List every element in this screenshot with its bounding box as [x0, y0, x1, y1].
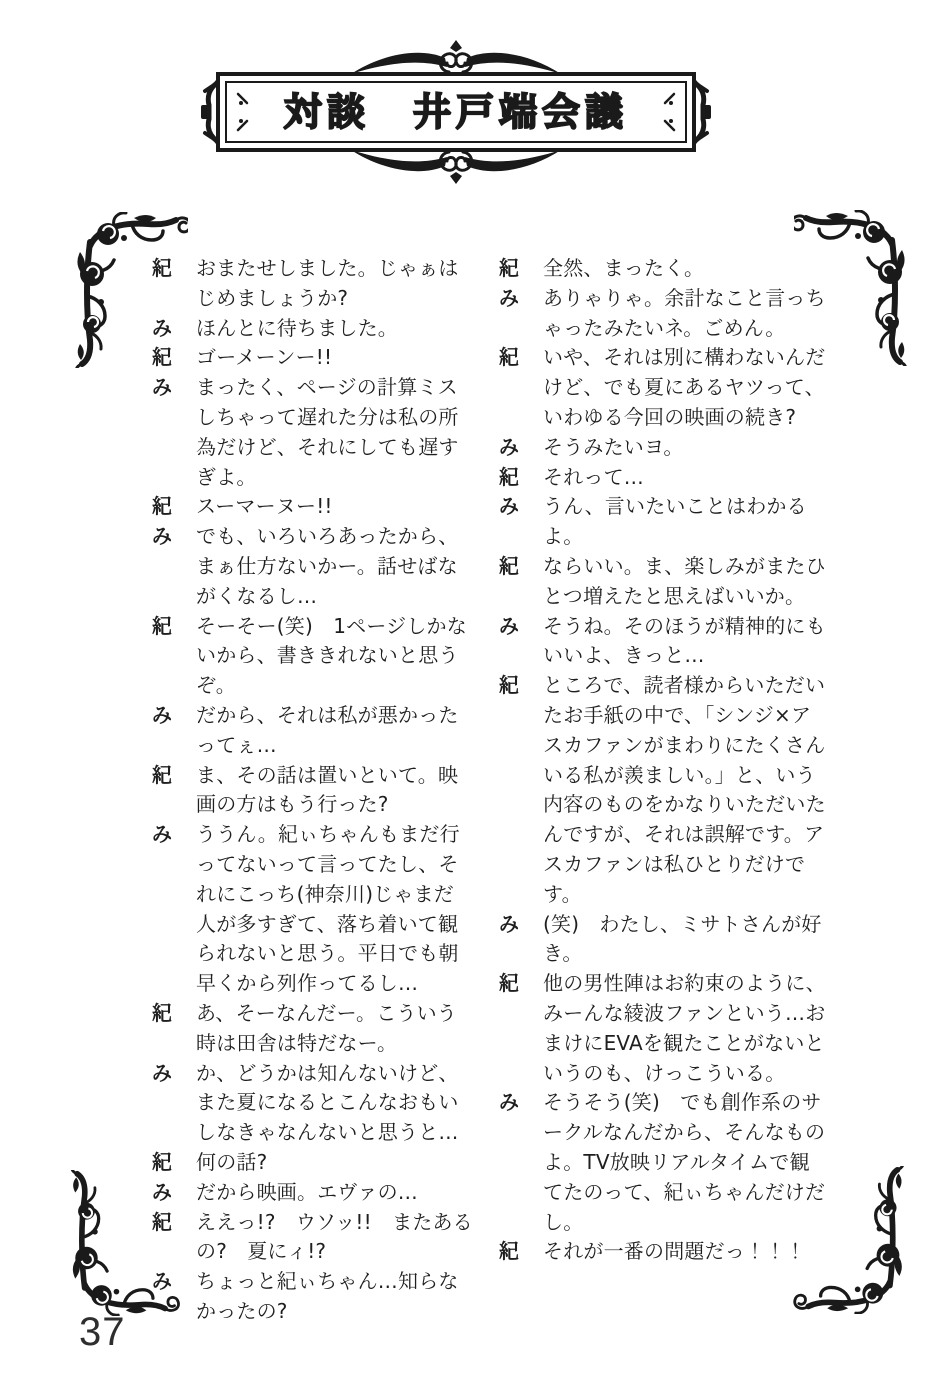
page-title: 対談 井戸端会議	[283, 90, 628, 134]
dialogue-text: ありゃりゃ。余計なこと言っちゃったみたいネ。ごめん。	[543, 285, 826, 340]
dialogue-line	[499, 492, 827, 552]
scroll-crest-ornament	[341, 148, 571, 184]
dialogue-line	[499, 254, 827, 284]
dialogue-line	[499, 671, 827, 909]
dialogue-line	[499, 284, 827, 344]
dialogue-text: うん、言いたいことはわかるよ。	[543, 494, 807, 549]
dialogue-text: ちょっと紀ぃちゃん…知らなかったの?	[196, 1269, 459, 1323]
dialogue-line	[152, 1178, 474, 1208]
dialogue-line	[152, 492, 474, 522]
dialogue-line	[152, 701, 474, 761]
dialogue-line	[152, 522, 474, 611]
dialogue-line	[499, 343, 827, 432]
dialogue-line	[499, 1088, 827, 1237]
dialogue-text: それが一番の問題だっ！！！	[543, 1239, 806, 1264]
speaker-label: み	[152, 524, 172, 549]
speaker-label: み	[499, 613, 519, 638]
speaker-label: 紀	[152, 1149, 172, 1174]
speaker-label: 紀	[152, 256, 172, 280]
speaker-label: み	[152, 1060, 172, 1085]
dialogue-text: ま、その話は置いといて。映画の方はもう行った?	[196, 762, 459, 817]
speaker-label: み	[152, 1269, 172, 1294]
speaker-label: 紀	[499, 345, 519, 370]
dialogue-line	[499, 612, 827, 672]
dialogue-line	[152, 999, 474, 1059]
inner-corner-tick	[661, 91, 677, 107]
dialogue-text: あ、そーなんだー。こういう時は田舎は特だなー。	[196, 1000, 457, 1055]
speaker-label: 紀	[152, 1000, 172, 1025]
dialogue-line	[152, 373, 474, 492]
dialogue-column-right	[499, 254, 827, 1267]
dialogue-line	[152, 1267, 474, 1327]
speaker-label: み	[152, 1179, 172, 1204]
dialogue-line	[152, 1148, 474, 1178]
page-number: 37	[79, 1310, 126, 1354]
dialogue-line	[152, 1208, 474, 1268]
dialogue-text: ううん。紀ぃちゃんもまだ行ってないって言ってたし、それにこっち(神奈川)じゃまだ人が多すぎて、落ち着いて観られないと思う。平日でも朝早くから列作ってるし…	[196, 822, 460, 996]
dialogue-line	[152, 254, 474, 314]
speaker-label: み	[499, 494, 519, 519]
dialogue-line	[499, 969, 827, 1088]
dialogue-text: いや、それは別に構わないんだけど、でも夏にあるヤツって、いわゆる今回の映画の続き?	[543, 345, 826, 429]
dialogue-text: そうそう(笑) でも創作系のサークルなんだから、そんなものよ。TV放映リアルタイムで観てたのって、紀ぃちゃんだけだし。	[543, 1090, 826, 1234]
speaker-label: み	[499, 434, 519, 459]
dialogue-text: スーマーヌー!!	[196, 494, 333, 519]
dialogue-line	[499, 433, 827, 463]
dialogue-text: そうね。そのほうが精神的にもいいよ、きっと…	[543, 613, 826, 668]
dialogue-text: そうみたいヨ。	[543, 434, 684, 459]
speaker-label: 紀	[152, 345, 172, 370]
speaker-label: み	[152, 822, 172, 847]
dialogue-text: ほんとに待ちました。	[196, 315, 398, 340]
dialogue-text: 何の話?	[196, 1149, 268, 1174]
dialogue-line	[499, 552, 827, 612]
speaker-label: 紀	[152, 494, 172, 519]
speaker-label: 紀	[499, 1239, 519, 1264]
dialogue-text: か、どうかは知んないけど、また夏になるとこんなおもいしなきゃなんないと思うと…	[196, 1060, 459, 1145]
speaker-label: み	[499, 1090, 519, 1115]
speaker-label: み	[152, 375, 172, 400]
dialogue-line	[152, 343, 474, 373]
dialogue-line	[499, 1237, 827, 1267]
speaker-label: 紀	[499, 971, 519, 996]
dialogue-text: おまたせしました。じゃぁはじめましょうか?	[196, 256, 459, 310]
dialogue-line	[152, 761, 474, 821]
inner-corner-tick	[235, 91, 251, 107]
title-banner-inner-frame	[225, 81, 687, 143]
dialogue-text: そーそー(笑) 1ページしかないから、書ききれないと思うぞ。	[196, 613, 467, 698]
speaker-label: 紀	[152, 762, 172, 787]
dialogue-text: ゴーメーンー!!	[196, 345, 333, 370]
dialogue-text: それって…	[543, 464, 644, 489]
dialogue-column-left	[152, 254, 474, 1327]
dialogue-text: 他の男性陣はお約束のように、みーんな綾波ファンという…おまけにEVAを観たことがないというのも、けっこういる。	[543, 971, 826, 1085]
speaker-label: 紀	[499, 464, 519, 489]
inner-corner-tick	[235, 117, 251, 133]
speaker-label: 紀	[499, 553, 519, 578]
speaker-label: 紀	[152, 1209, 172, 1234]
dialogue-text: だから、それは私が悪かったってぇ…	[196, 702, 459, 757]
speaker-label: 紀	[152, 613, 172, 638]
dialogue-text: だから映画。エヴァの…	[196, 1179, 418, 1204]
dialogue-text: ならいい。ま、楽しみがまたひとつ増えたと思えばいいか。	[543, 553, 826, 608]
dialogue-text: まったく、ページの計算ミスしちゃって遅れた分は私の所為だけど、それにしても遅すぎよ。	[196, 375, 459, 489]
speaker-label: み	[499, 285, 519, 310]
speaker-label: み	[152, 315, 172, 340]
dialogue-line	[152, 820, 474, 999]
dialogue-line	[152, 612, 474, 701]
scroll-crest-ornament	[341, 40, 571, 76]
inner-corner-tick	[661, 117, 677, 133]
dialogue-line	[152, 314, 474, 344]
dialogue-text: ええっ!? ウソッ!! またあるの? 夏にィ!?	[196, 1209, 473, 1264]
speaker-label: み	[499, 911, 519, 936]
speaker-label: 紀	[499, 673, 519, 698]
title-banner	[216, 72, 696, 152]
dialogue-line	[152, 1059, 474, 1148]
dialogue-text: (笑) わたし、ミサトさんが好き。	[543, 911, 822, 966]
speaker-label: 紀	[499, 256, 519, 280]
speaker-label: み	[152, 702, 172, 727]
dialogue-line	[499, 463, 827, 493]
dialogue-text: 全然、まったく。	[543, 256, 705, 280]
dialogue-text: でも、いろいろあったから、まぁ仕方ないかー。話せばながくなるし…	[196, 524, 459, 608]
title-banner-frame	[216, 72, 696, 152]
dialogue-text: ところで、読者様からいただいたお手紙の中で、「シンジ×アスカファンがまわりにたくさんいる私が羨ましい。」と、いう内容のものをかなりいただいたんですが、それは誤解です。アスカファンは私ひとりだけです。	[543, 673, 826, 906]
dialogue-line	[499, 910, 827, 970]
